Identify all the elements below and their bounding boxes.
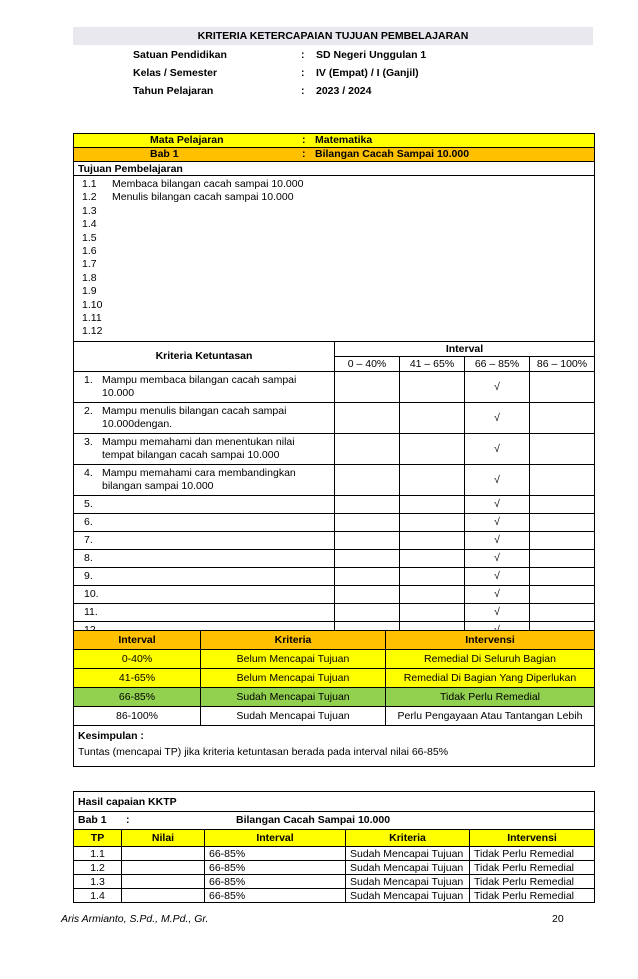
kriteria-header: Kriteria Ketuntasan <box>74 341 335 371</box>
interval-col-3: 86 – 100% <box>530 356 595 371</box>
interval-check-cell <box>335 402 400 433</box>
kriteria-cell: Sudah Mencapai Tujuan <box>201 688 386 707</box>
interval-check-cell <box>465 371 530 402</box>
kriteria-cell <box>74 371 335 402</box>
kriteria-text-line2: 10.000 <box>102 386 135 399</box>
check-mark-icon: √ <box>494 473 500 486</box>
tp-cell: 1.3 <box>74 875 122 889</box>
interval-check-cell <box>400 371 465 402</box>
check-mark-icon: √ <box>494 570 500 583</box>
bab-value: Bilangan Cacah Sampai 10.000 <box>315 148 470 160</box>
table-row <box>74 861 595 875</box>
hasil-header-row <box>74 830 595 847</box>
tp-cell: 1.1 <box>74 847 122 861</box>
bab-colon: : <box>302 148 306 160</box>
interval-check-cell <box>465 603 530 621</box>
table-row <box>74 402 595 433</box>
interval-check-cell <box>465 567 530 585</box>
header-kriteria: Kriteria <box>346 830 470 847</box>
kriteria-number: 4. <box>84 466 93 479</box>
interval-check-cell <box>530 495 595 513</box>
nilai-cell <box>122 889 205 903</box>
interval-check-cell <box>465 585 530 603</box>
check-mark-icon: √ <box>494 516 500 529</box>
table-row <box>74 603 595 621</box>
table-row <box>74 585 595 603</box>
check-mark-icon: √ <box>494 498 500 511</box>
kriteria-cell: Sudah Mencapai Tujuan <box>201 707 386 726</box>
bab-label: Bab 1 <box>150 148 179 160</box>
interval-check-cell <box>465 495 530 513</box>
mapel-colon: : <box>302 134 306 146</box>
hasil-bab-cell <box>74 812 595 830</box>
interval-check-cell <box>335 603 400 621</box>
hasil-bab-row <box>74 812 595 830</box>
tp-list-row <box>74 176 595 342</box>
kriteria-number: 9. <box>84 569 93 582</box>
intervensi-cell: Perlu Pengayaan Atau Tantangan Lebih <box>386 707 595 726</box>
check-mark-icon: √ <box>494 552 500 565</box>
kriteria-cell <box>74 495 335 513</box>
interval-col-2: 66 – 85% <box>465 356 530 371</box>
table-row <box>74 513 595 531</box>
interval-check-cell <box>465 549 530 567</box>
tp-list-item <box>82 312 590 325</box>
interval-cell: 66-85% <box>205 847 346 861</box>
tp-list-item <box>82 272 590 285</box>
kriteria-cell <box>74 513 335 531</box>
check-mark-icon: √ <box>494 624 500 637</box>
tp-cell: 1.4 <box>74 889 122 903</box>
tp-number: 1.1 <box>82 178 97 190</box>
interval-check-cell <box>530 549 595 567</box>
interval-check-cell <box>335 495 400 513</box>
intervensi-cell: Tidak Perlu Remedial <box>470 889 595 903</box>
tp-list-item <box>82 218 590 231</box>
interval-check-cell <box>530 603 595 621</box>
tp-list-item <box>82 205 590 218</box>
interval-cell: 0-40% <box>74 650 201 669</box>
hasil-table <box>73 791 595 903</box>
interval-check-cell <box>400 549 465 567</box>
interval-check-cell <box>335 531 400 549</box>
interval-cell: 66-85% <box>74 688 201 707</box>
tp-number: 1.5 <box>82 231 97 244</box>
table-row <box>74 549 595 567</box>
kriteria-cell: Sudah Mencapai Tujuan <box>346 847 470 861</box>
info-label: Tahun Pelajaran <box>133 85 214 97</box>
intervensi-cell: Remedial Di Bagian Yang Diperlukan <box>386 669 595 688</box>
tp-list <box>74 176 595 342</box>
tp-number: 1.12 <box>82 325 103 338</box>
interval-check-cell <box>335 549 400 567</box>
info-value: 2023 / 2024 <box>316 85 372 97</box>
hasil-bab-value: Bilangan Cacah Sampai 10.000 <box>236 814 391 826</box>
kesimpulan-label: Kesimpulan : <box>78 730 144 742</box>
tp-list-item <box>82 258 590 271</box>
header-nilai: Nilai <box>122 830 205 847</box>
kriteria-text-line1: Mampu memahami cara membandingkan <box>102 466 296 479</box>
kriteria-text-line2: 10.000dengan. <box>102 417 173 430</box>
tp-number: 1.4 <box>82 218 97 231</box>
kriteria-number: 3. <box>84 435 93 448</box>
kriteria-number: 11. <box>84 605 98 618</box>
tp-list-item <box>82 285 590 298</box>
tp-number: 1.7 <box>82 258 97 271</box>
table-row <box>74 669 595 688</box>
kriteria-cell <box>74 433 335 464</box>
interval-cell: 86-100% <box>74 707 201 726</box>
tp-number: 1.11 <box>82 312 102 325</box>
interval-check-cell <box>530 531 595 549</box>
interval-check-cell <box>335 371 400 402</box>
info-value: SD Negeri Unggulan 1 <box>316 49 427 61</box>
table-row <box>74 531 595 549</box>
header-intervensi: Intervensi <box>386 631 595 650</box>
table-row <box>74 433 595 464</box>
table-row <box>74 371 595 402</box>
interval-check-cell <box>400 402 465 433</box>
kriteria-text-line1: Mampu membaca bilangan cacah sampai <box>102 373 297 386</box>
tp-number: 1.8 <box>82 271 97 284</box>
interval-check-cell <box>465 513 530 531</box>
interval-col-0: 0 – 40% <box>335 356 400 371</box>
table-row <box>74 650 595 669</box>
check-mark-icon: √ <box>494 588 500 601</box>
tp-number: 1.9 <box>82 285 97 298</box>
header-tp: TP <box>74 830 122 847</box>
info-label: Kelas / Semester <box>133 67 218 79</box>
tp-number: 1.2 <box>82 191 97 204</box>
tp-list-item <box>82 232 590 245</box>
nilai-cell <box>122 875 205 889</box>
nilai-cell <box>122 861 205 875</box>
hasil-bab-colon: : <box>126 814 130 826</box>
check-mark-icon: √ <box>494 606 500 619</box>
interval-check-cell <box>400 464 465 495</box>
kriteria-number: 8. <box>84 551 93 564</box>
kriteria-number: 12. <box>84 623 99 636</box>
info-colon: : <box>301 49 305 61</box>
kriteria-cell: Belum Mencapai Tujuan <box>201 650 386 669</box>
interval-check-cell <box>400 433 465 464</box>
table-row <box>74 875 595 889</box>
tp-header-row <box>74 162 595 176</box>
kriteria-cell <box>74 402 335 433</box>
interval-check-cell <box>400 585 465 603</box>
table-row <box>74 889 595 903</box>
intervensi-cell: Tidak Perlu Remedial <box>470 875 595 889</box>
tp-number: 1.6 <box>82 245 97 258</box>
kriteria-number: 1. <box>84 373 93 386</box>
header-kriteria: Kriteria <box>201 631 386 650</box>
interval-check-cell <box>400 603 465 621</box>
interval-check-cell <box>335 513 400 531</box>
header-interval: Interval <box>74 631 201 650</box>
tp-list-item <box>82 245 590 258</box>
interval-check-cell <box>400 567 465 585</box>
table-row <box>74 567 595 585</box>
kriteria-cell <box>74 567 335 585</box>
tp-text: Menulis bilangan cacah sampai 10.000 <box>112 191 294 204</box>
interval-header: Interval <box>335 341 595 356</box>
kriteria-text-line2: tempat bilangan cacah sampai 10.000 <box>102 448 280 461</box>
mapel-row <box>74 134 595 148</box>
interval-check-cell <box>335 464 400 495</box>
kesimpulan-text: Tuntas (mencapai TP) jika kriteria ketuntasan berada pada interval nilai 66-85% <box>78 746 449 758</box>
document-title: KRITERIA KETERCAPAIAN TUJUAN PEMBELAJARAN <box>73 27 593 45</box>
interval-table <box>73 630 595 767</box>
kriteria-header-row-1 <box>74 341 595 356</box>
interval-check-cell <box>465 464 530 495</box>
kriteria-cell <box>74 549 335 567</box>
table-row <box>74 707 595 726</box>
interval-check-cell <box>335 585 400 603</box>
intervensi-cell: Tidak Perlu Remedial <box>470 847 595 861</box>
interval-cell: 66-85% <box>205 861 346 875</box>
kriteria-cell <box>74 531 335 549</box>
kktp-table <box>73 133 595 640</box>
tp-list-item <box>82 191 590 204</box>
info-colon: : <box>301 67 305 79</box>
header-interval: Interval <box>205 830 346 847</box>
tp-text: Membaca bilangan cacah sampai 10.000 <box>112 178 304 190</box>
kriteria-cell <box>74 585 335 603</box>
tp-number: 1.10 <box>82 298 103 311</box>
intervensi-cell: Tidak Perlu Remedial <box>386 688 595 707</box>
kriteria-number: 10. <box>84 587 99 600</box>
interval-check-cell <box>465 531 530 549</box>
interval-check-cell <box>530 402 595 433</box>
interval-col-1: 41 – 65% <box>400 356 465 371</box>
tp-number: 1.3 <box>82 204 97 217</box>
header-intervensi: Intervensi <box>470 830 595 847</box>
nilai-cell <box>122 847 205 861</box>
intervensi-cell: Tidak Perlu Remedial <box>470 861 595 875</box>
tp-header: Tujuan Pembelajaran <box>74 162 595 176</box>
bab-row <box>74 148 595 162</box>
kesimpulan-row <box>74 726 595 767</box>
table-row <box>74 464 595 495</box>
mapel-label: Mata Pelajaran <box>150 134 224 146</box>
kesimpulan-cell <box>74 726 595 767</box>
kriteria-cell: Sudah Mencapai Tujuan <box>346 861 470 875</box>
interval-check-cell <box>400 495 465 513</box>
interval-check-cell <box>400 513 465 531</box>
check-mark-icon: √ <box>494 380 500 393</box>
check-mark-icon: √ <box>494 411 500 424</box>
tp-list-item <box>82 299 590 312</box>
kriteria-number: 2. <box>84 404 93 417</box>
interval-check-cell <box>530 567 595 585</box>
table-row <box>74 688 595 707</box>
interval-check-cell <box>530 585 595 603</box>
info-colon: : <box>301 85 305 97</box>
tp-list-item <box>82 178 590 191</box>
intervensi-cell: Remedial Di Seluruh Bagian <box>386 650 595 669</box>
hasil-bab-label: Bab 1 <box>78 814 107 826</box>
interval-check-cell <box>465 433 530 464</box>
info-label: Satuan Pendidikan <box>133 49 227 61</box>
mapel-value: Matematika <box>315 134 373 146</box>
hasil-title-row <box>74 792 595 812</box>
interval-cell: 66-85% <box>205 875 346 889</box>
interval-check-cell <box>530 433 595 464</box>
page-number: 20 <box>552 913 564 925</box>
interval-cell: 66-85% <box>205 889 346 903</box>
interval-table-header <box>74 631 595 650</box>
interval-check-cell <box>530 371 595 402</box>
interval-cell: 41-65% <box>74 669 201 688</box>
interval-check-cell <box>530 464 595 495</box>
kriteria-cell <box>74 603 335 621</box>
kriteria-cell: Belum Mencapai Tujuan <box>201 669 386 688</box>
kriteria-number: 7. <box>84 533 93 546</box>
check-mark-icon: √ <box>494 442 500 455</box>
interval-check-cell <box>335 567 400 585</box>
interval-check-cell <box>335 433 400 464</box>
interval-check-cell <box>465 402 530 433</box>
interval-check-cell <box>530 513 595 531</box>
kriteria-cell: Sudah Mencapai Tujuan <box>346 875 470 889</box>
kriteria-text-line1: Mampu menulis bilangan cacah sampai <box>102 404 287 417</box>
kriteria-text-line2: bilangan sampai 10.000 <box>102 479 214 492</box>
footer-author: Aris Armianto, S.Pd., M.Pd., Gr. <box>61 913 209 925</box>
kriteria-text-line1: Mampu memahami dan menentukan nilai <box>102 435 295 448</box>
hasil-title: Hasil capaian KKTP <box>74 792 595 812</box>
table-row <box>74 495 595 513</box>
tp-cell: 1.2 <box>74 861 122 875</box>
interval-check-cell <box>400 531 465 549</box>
info-value: IV (Empat) / I (Ganjil) <box>316 67 419 79</box>
kriteria-cell <box>74 464 335 495</box>
table-row <box>74 847 595 861</box>
tp-list-item <box>82 325 590 338</box>
kriteria-number: 6. <box>84 515 93 528</box>
kriteria-cell: Sudah Mencapai Tujuan <box>346 889 470 903</box>
check-mark-icon: √ <box>494 534 500 547</box>
kriteria-number: 5. <box>84 497 93 510</box>
